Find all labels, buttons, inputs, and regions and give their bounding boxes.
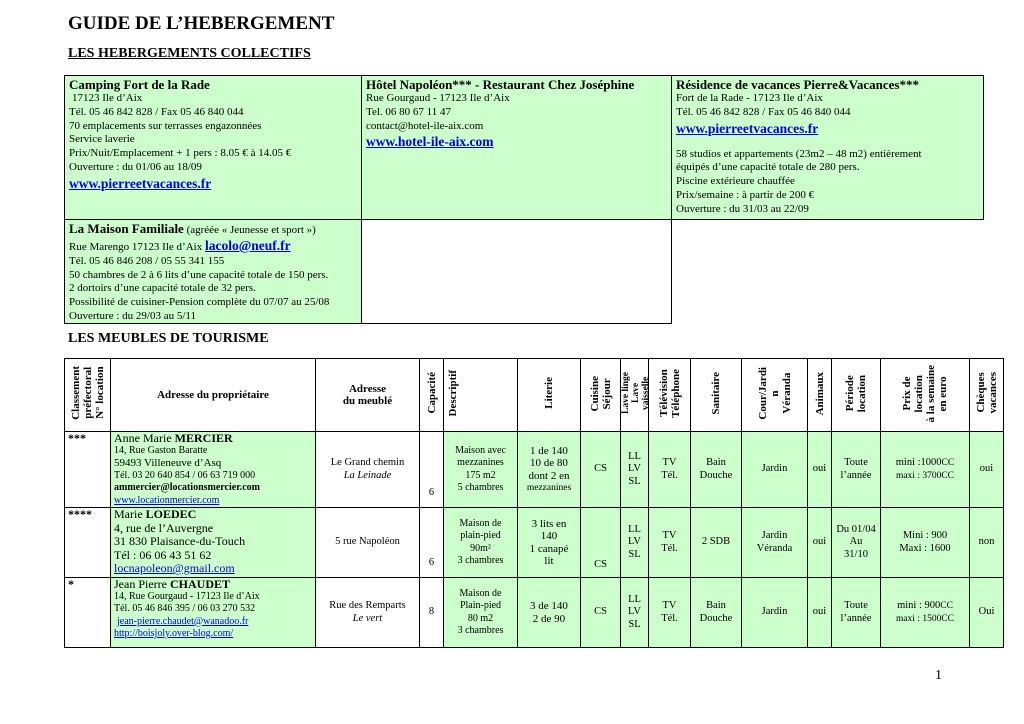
residence-line: Fort de la Rade - 17123 Ile d’Aix [676,92,823,104]
page-title: GUIDE DE L’HEBERGEMENT [68,13,335,34]
cheques-cell: Oui [970,578,1004,648]
header-cheques: Chèques vacances [970,359,1004,432]
camping-line: 70 emplacements sur terrasses engazonnées [69,119,262,132]
prix-cell: mini : 900CC maxi : 1500CC [881,578,970,648]
prix-cell: mini :1000CC maxi : 3700CC [881,432,970,508]
literie-cell: 3 lits en 140 1 canapé lit [518,508,581,578]
adresse-cell: Le Grand chemin La Leinade [316,432,420,508]
header-sanitaire: Sanitaire [691,359,742,432]
capacite-cell: 8 [420,578,444,648]
section-heading-meubles: LES MEUBLES DE TOURISME [68,331,269,346]
header-animaux: Animaux [808,359,832,432]
owner-website-link[interactable]: www.locationmercier.com [114,494,220,506]
cour-cell: Jardin Véranda [742,508,808,578]
residence-website-link[interactable]: www.pierreetvacances.fr [676,120,819,136]
descriptif-cell: Maison avec mezzanines 175 m2 5 chambres [444,432,518,508]
capacite-cell: 6 [420,432,444,508]
animaux-cell: oui [808,578,832,648]
owner-website-link[interactable]: http://boisjoly.over-blog.com/ [114,628,234,639]
residence-line: Ouverture : du 31/03 au 22/09 [676,202,809,215]
header-lave: Lave linge Lave vaisselle [621,359,649,432]
classement-cell: *** [65,432,111,508]
maison-line: Tél. 05 46 846 208 / 05 55 341 155 [69,254,225,267]
literie-cell: 1 de 140 10 de 80 dont 2 en mezzanines [518,432,581,508]
adresse-cell: Rue des Remparts Le vert [316,578,420,648]
maison-line: 50 chambres de 2 à 6 lits d’une capacité totale de 150 pers. [69,268,329,281]
camping-line: Prix/Nuit/Emplacement + 1 pers : 8.05 € à 14.05 € [69,147,292,160]
residence-line: 58 studios et appartements (23m2 – 48 m2) entièrement [676,147,922,160]
cheques-cell: non [970,508,1004,578]
descriptif-cell: Maison de Plain-pied 80 m2 3 chambres [444,578,518,648]
residence-line: Tél. 05 46 842 828 / Fax 05 46 840 044 [676,105,851,118]
camping-line: Ouverture : du 01/06 au 18/09 [69,160,202,173]
tv-cell: TV Tél. [649,432,691,508]
animaux-cell: oui [808,432,832,508]
residence-line: équipés d’une capacité totale de 280 pers. [676,161,860,174]
classement-cell: **** [65,508,111,578]
header-cuisine: Cuisine Séjour [581,359,621,432]
camping-box [64,75,362,220]
residence-box [671,75,984,220]
periode-cell: Toute l’année [832,578,881,648]
cheques-cell: oui [970,432,1004,508]
owner-email-link[interactable]: jean-pierre.chaudet@wanadoo.fr [117,615,249,627]
lave-cell: LL LV SL [621,432,649,508]
owner-cell: Marie LOEDEC 4, rue de l’Auvergne 31 830 Plaisance-du-Touch Tél : 06 06 43 51 62 locnapoleon@gmail.com [111,508,316,578]
hotel-name: Hôtel Napoléon*** - Restaurant Chez Joséphine [366,77,635,92]
section-heading-collectifs: LES HEBERGEMENTS COLLECTIFS [68,46,311,61]
prix-cell: Mini : 900 Maxi : 1600 [881,508,970,578]
residence-line: Prix/semaine : à partir de 200 € [676,188,815,201]
header-capacite: Capacité [420,359,444,432]
residence-name: Résidence de vacances Pierre&Vacances*** [676,77,919,92]
hotel-line: Rue Gourgaud - 17123 Ile d’Aix [366,92,510,104]
sanitaire-cell: 2 SDB [691,508,742,578]
table-row [65,508,1004,578]
camping-name: Camping Fort de la Rade [69,77,210,92]
capacite-cell: 6 [420,508,444,578]
maison-line: Ouverture : du 29/03 au 5/11 [69,309,196,322]
hotel-line: Tel. 06 80 67 11 47 [366,105,451,118]
cuisine-cell: CS [581,578,621,648]
periode-cell: Toute l’année [832,432,881,508]
maison-note: (agréée « Jeunesse et sport ») [186,224,316,236]
lave-cell: LL LV SL [621,578,649,648]
maison-box [64,219,362,324]
header-classement: Classement préfectoral N° location [65,359,111,432]
meubles-table [64,358,1004,648]
sanitaire-cell: Bain Douche [691,432,742,508]
table-row [65,578,1004,648]
cour-cell: Jardin [742,578,808,648]
owner-email-link[interactable]: ammercier@locationsmercier.com [114,482,261,493]
owner-cell: Anne Marie MERCIER 14, Rue Gaston Baratte 59493 Villeneuve d’Asq Tél. 03 20 640 854 / 06 63 719 000 ammercier@locationsmercier.com www.locationmercier.com [111,432,316,508]
classement-cell: * [65,578,111,648]
maison-name: La Maison Familiale [69,221,184,236]
header-tv: Télévision Téléphone [649,359,691,432]
empty-cell [361,219,672,324]
header-prix: Prix de location à la semaine en euro [881,359,970,432]
tv-cell: TV Tél. [649,578,691,648]
camping-line: 17123 Ile d’Aix [72,92,143,104]
animaux-cell: oui [808,508,832,578]
camping-website-link[interactable]: www.pierreetvacances.fr [69,175,212,191]
hotel-line: contact@hotel-ile-aix.com [366,119,484,132]
header-proprietaire: Adresse du propriétaire [111,359,316,432]
camping-line: Tél. 05 46 842 828 / Fax 05 46 840 044 [69,105,244,118]
page-number: 1 [935,668,942,683]
periode-cell: Du 01/04 Au 31/10 [832,508,881,578]
adresse-cell: 5 rue Napoléon [316,508,420,578]
residence-line: Piscine extérieure chauffée [676,175,795,188]
lave-cell: LL LV SL [621,508,649,578]
cour-cell: Jardin [742,432,808,508]
header-periode: Période location [832,359,881,432]
header-cour: Cour/Jardi n Véranda [742,359,808,432]
owner-cell: Jean Pierre CHAUDET 14, Rue Gourgaud - 17123 Ile d’Aix Tél. 05 46 846 395 / 06 03 270 532 jean-pierre.chaudet@wanadoo.fr http://boisjoly.over-blog.com/ [111,578,316,648]
hotel-box [361,75,672,220]
owner-email-link[interactable]: locnapoleon@gmail.com [114,561,235,575]
maison-email-link[interactable]: lacolo@neuf.fr [204,237,291,253]
sanitaire-cell: Bain Douche [691,578,742,648]
header-literie: Literie [518,359,581,432]
hotel-website-link[interactable]: www.hotel-ile-aix.com [366,134,494,150]
tv-cell: TV Tél. [649,508,691,578]
table-row [65,432,1004,508]
header-adresse: Adresse du meublé [316,359,420,432]
literie-cell: 3 de 140 2 de 90 [518,578,581,648]
maison-line: 2 dortoirs d’une capacité totale de 32 pers. [69,282,256,295]
cuisine-cell: CS [581,508,621,578]
maison-line: Possibilité de cuisiner-Pension complète du 07/07 au 25/08 [69,296,330,309]
header-descriptif: Descriptif [444,359,518,432]
maison-address: Rue Marengo 17123 Ile d’Aix [69,240,203,253]
descriptif-cell: Maison de plain-pied 90m² 3 chambres [444,508,518,578]
camping-line: Service laverie [69,133,135,146]
cuisine-cell: CS [581,432,621,508]
